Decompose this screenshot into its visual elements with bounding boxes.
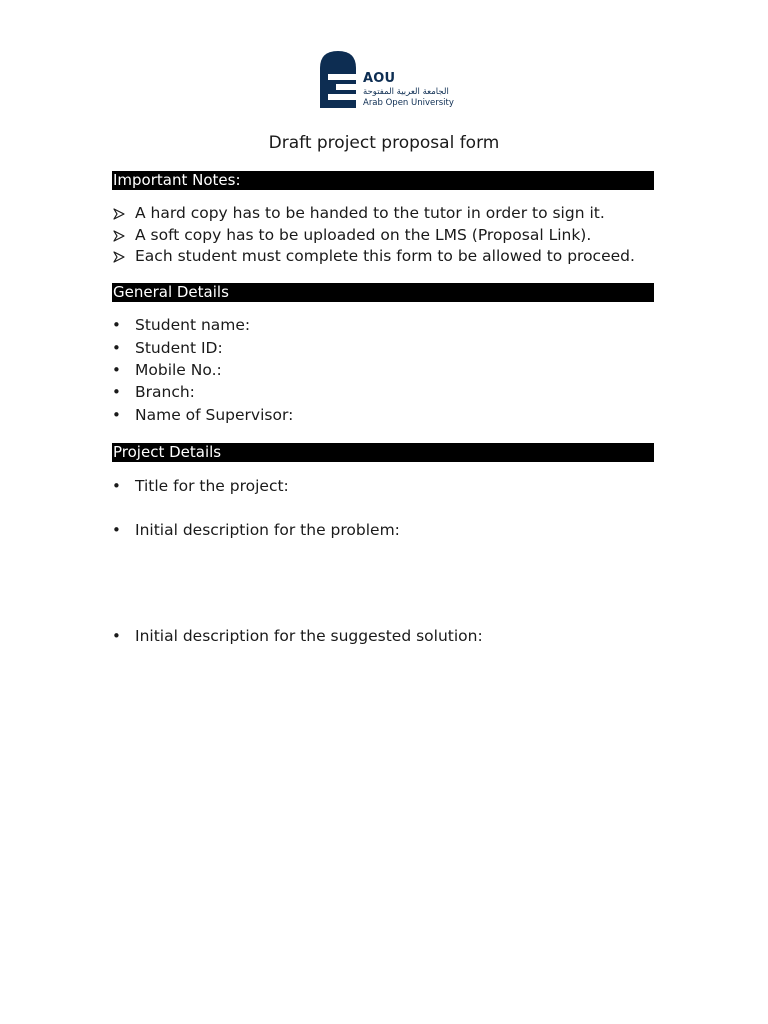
note-item: A hard copy has to be handed to the tutor in order to sign it. [135,204,605,222]
aou-logo [319,50,459,112]
bullet-icon: • [112,383,121,401]
student-name-label: Student name: [135,316,251,334]
mobile-no-label: Mobile No.: [135,361,222,379]
project-details-heading: Project Details [112,443,654,462]
solution-description-label: Initial description for the suggested solution: [135,627,483,645]
logo-abbreviation: AOU [363,71,396,86]
logo-english-name: Arab Open University [363,98,454,108]
logo-arabic-name: الجامعة العربية المفتوحة [363,87,449,97]
supervisor-name-label: Name of Supervisor: [135,406,294,424]
bullet-icon: • [112,521,121,539]
bullet-icon: • [112,339,121,357]
page-title: Draft project proposal form [268,133,500,153]
note-item: Each student must complete this form to be allowed to proceed. [135,247,635,265]
note-item: A soft copy has to be uploaded on the LMS (Proposal Link). [135,226,592,244]
bullet-icon: • [112,316,121,334]
important-notes-heading: Important Notes: [112,171,654,190]
arrowhead-bullet-icon [112,208,126,220]
general-details-heading: General Details [112,283,654,302]
aou-emblem-icon [319,50,359,110]
student-id-label: Student ID: [135,339,223,357]
branch-label: Branch: [135,383,195,401]
project-title-label: Title for the project: [135,477,289,495]
bullet-icon: • [112,477,121,495]
arrowhead-bullet-icon [112,251,126,263]
bullet-icon: • [112,627,121,645]
problem-description-label: Initial description for the problem: [135,521,400,539]
arrowhead-bullet-icon [112,230,126,242]
bullet-icon: • [112,361,121,379]
bullet-icon: • [112,406,121,424]
